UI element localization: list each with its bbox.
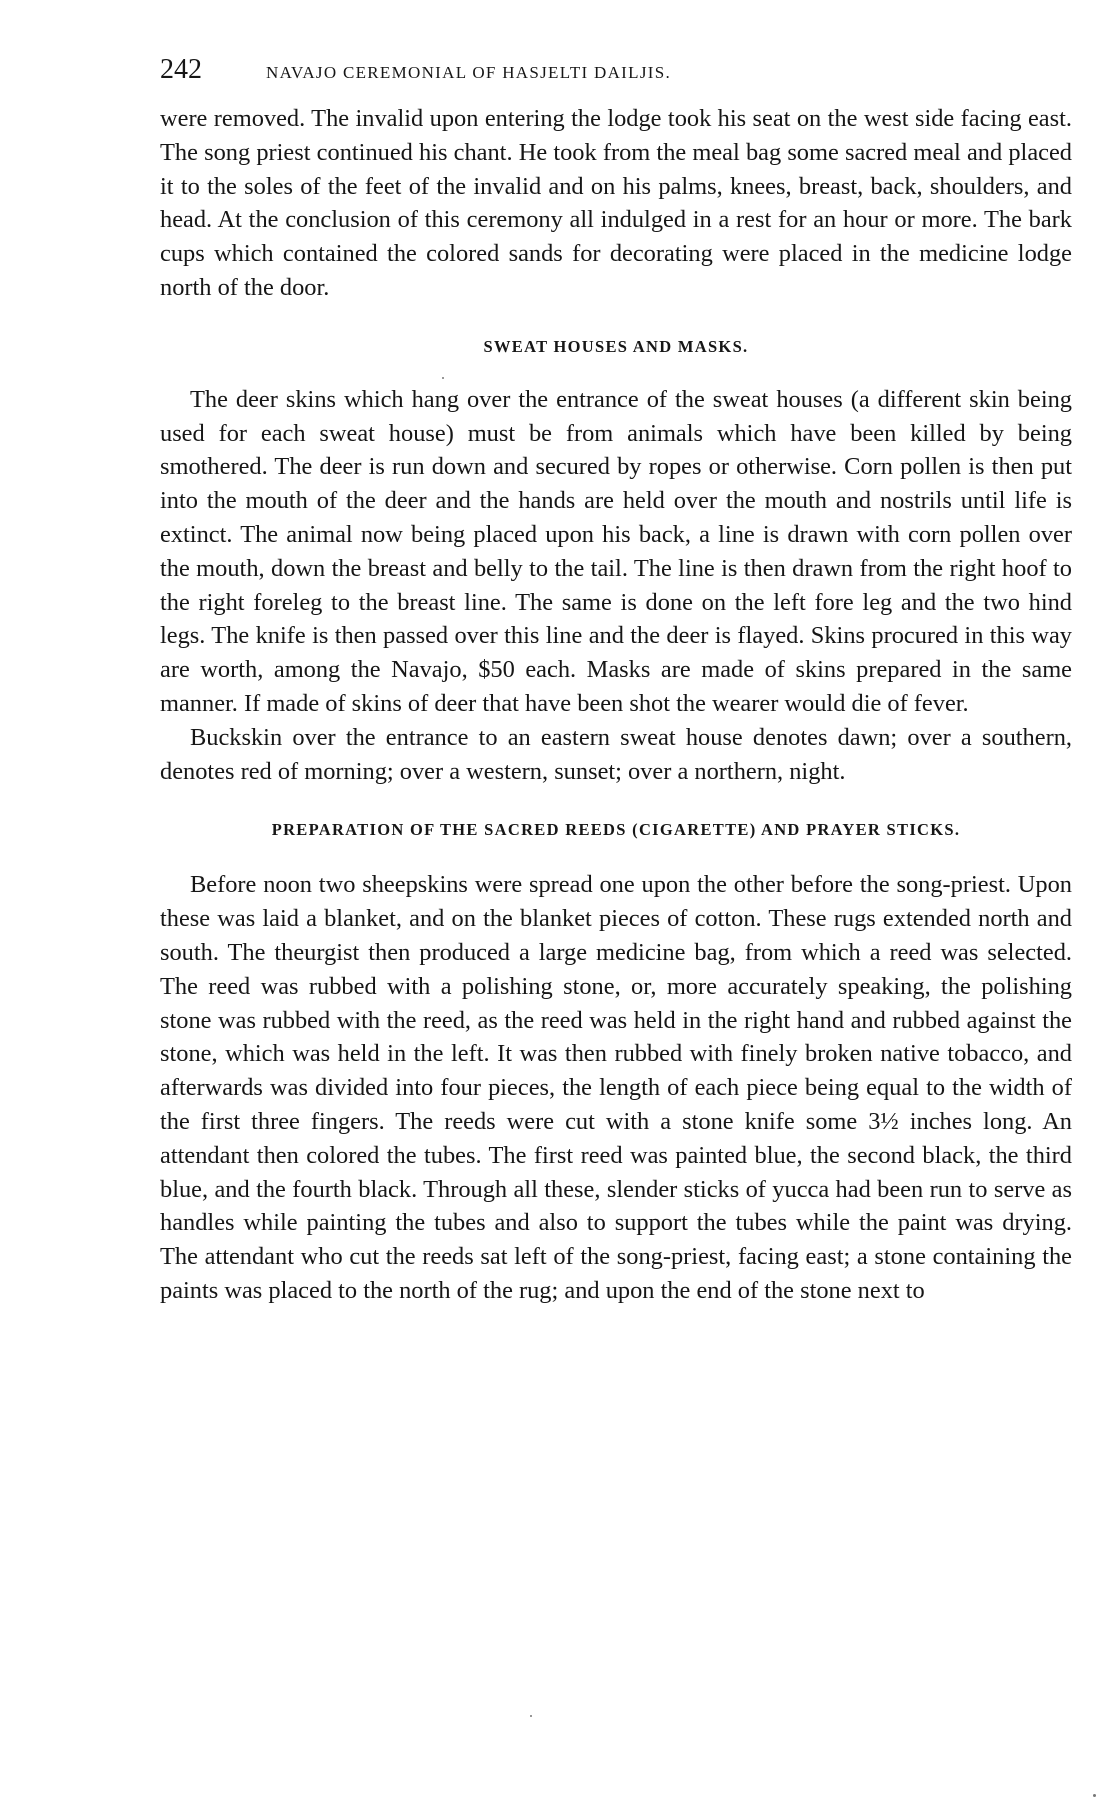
paragraph-deer-skins: The deer skins which hang over the entrance of the sweat houses (a different skin being used for each sweat house) must be from animals which have been killed by being smothered. The deer is run down and secured by ropes or otherwise. Corn pollen is then put into the mouth of the deer and the hands are held over the mouth and nostrils until life is extinct. The animal now being placed upon his back, a line is drawn with corn pollen over the mouth, down the breast and belly to the tail. The line is then drawn from the right hoof to the right foreleg to the breast line. The same is done on the left fore leg and the two hind legs. The knife is then passed over this line and the deer is flayed. Skins procured in this way are worth, among the Navajo, $50 each. Masks are made of skins prepared in the same manner. If made of skins of deer that have been shot the wearer would die of fever. bbox=[160, 385, 1072, 717]
scan-speck bbox=[442, 377, 444, 379]
paragraph-buckskin-directions: Buckskin over the entrance to an eastern sweat house denotes dawn; over a southern, denotes red of morning; over a western, sunset; over a northern, night. bbox=[160, 723, 1072, 785]
scan-speck bbox=[530, 1715, 532, 1717]
section-heading-sweat-houses: SWEAT HOUSES AND MASKS. bbox=[483, 336, 749, 356]
running-title: NAVAJO CEREMONIAL OF HASJELTI DAILJIS. bbox=[266, 63, 672, 82]
page bbox=[160, 54, 1072, 1308]
running-head bbox=[160, 54, 1072, 102]
page-number: 242 bbox=[160, 54, 202, 85]
paragraph-reed-preparation: Before noon two sheepskins were spread one upon the other before the song-priest. Upon these was laid a blanket, and on the blanket pieces of cotton. These rugs extended north and south. The theurgist then produced a large medicine bag, from which a reed was selected. The reed was rubbed with a polishing stone, or, more accurately speaking, the polishing stone was rubbed with the reed, as the reed was held in the right hand and rubbed against the stone, which was held in the left. It was then rubbed with finely broken native tobacco, and afterwards was divided into four pieces, the length of each piece being equal to the width of the first three fingers. The reeds were cut with a stone knife some 3½ inches long. An attendant then colored the tubes. The first reed was painted blue, the second black, the third blue, and the fourth black. Through all these, slender sticks of yucca had been run to serve as handles while painting the tubes and also to support the tubes while the paint was drying. The attendant who cut the reeds sat left of the song-priest, facing east; a stone containing the paints was placed to the north of the rug; and upon the end of the stone next to bbox=[160, 871, 1072, 1304]
paragraph-invalid-ceremony: were removed. The invalid upon entering the lodge took his seat on the west side facing east. The song priest continued his chant. He took from the meal bag some sacred meal and placed it to the soles of the feet of the invalid and on his palms, knees, breast, back, shoulders, and head. At the conclusion of this ceremony all indulged in a rest for an hour or more. The bark cups which contained the colored sands for decorating were placed in the medicine lodge north of the door. bbox=[160, 105, 1072, 301]
scan-speck bbox=[1093, 1794, 1096, 1797]
section-heading-sacred-reeds: PREPARATION OF THE SACRED REEDS (CIGARETTE) AND PRAYER STICKS. bbox=[271, 820, 961, 840]
